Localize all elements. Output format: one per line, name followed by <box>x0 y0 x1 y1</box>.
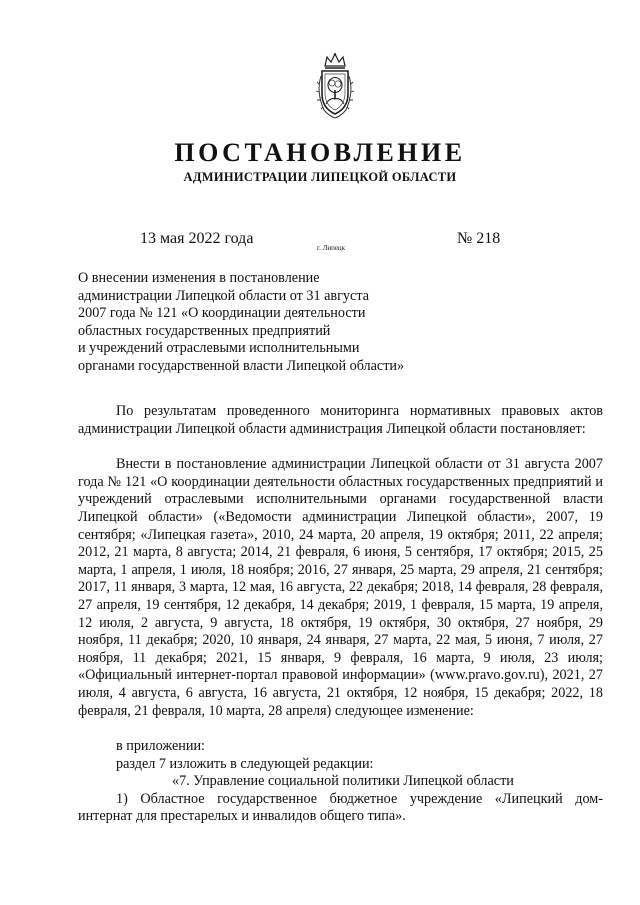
document-body <box>78 403 603 826</box>
heading-line: органами государственной власти Липецкой области» <box>78 357 405 374</box>
document-subtitle: АДМИНИСТРАЦИИ ЛИПЕЦКОЙ ОБЛАСТИ <box>183 170 457 184</box>
heading-line: областных государственных предприятий <box>78 322 331 339</box>
body-paragraph: раздел 7 изложить в следующей редакции: <box>116 755 374 772</box>
heading-line: администрации Липецкой области от 31 августа <box>78 287 369 304</box>
document-date: 13 мая 2022 года <box>140 230 254 247</box>
heading-line: 2007 года № 121 «О координации деятельности <box>78 305 366 322</box>
document-number: № 218 <box>457 230 501 247</box>
body-paragraph: По результатам проведенного мониторинга нормативных правовых актов администрации Липецкой области администрация Липецкой области постановляет: <box>78 403 603 437</box>
document-heading <box>78 270 404 376</box>
coat-of-arms-icon <box>314 52 356 122</box>
heading-line: О внесении изменения в постановление <box>78 270 320 286</box>
body-paragraph: 1) Областное государственное бюджетное учреждение «Липецкий дом-интернат для престарелых и инвалидов общего типа». <box>78 790 603 825</box>
document-city: г. Липецк <box>317 244 346 252</box>
body-paragraph: «7. Управление социальной политики Липецкой области <box>172 773 514 790</box>
body-paragraph: Внести в постановление администрации Липецкой области от 31 августа 2007 года № 121 «О координации деятельности областных государственных предприятий и учреждений отраслевыми исполнительными органами государственной власти Липецкой области» («Ведомости администрации Липецкой области», 2007, 19 сентября; «Липецкая газета», 2010, 24 марта, 20 апреля, 19 октября; 2011, 22 апреля; 2012, 21 марта, 8 августа; 2014, 21 февраля, 6 июня, 5 сентября, 17 октября; 2015, 25 марта, 1 апреля, 1 июля, 18 ноября; 2016, 27 января, 25 марта, 29 апреля, 21 сентября; 2017, 11 января, 3 марта, 12 мая, 16 августа, 22 декабря; 2018, 14 февраля, 28 февраля, 27 апреля, 19 сентября, 12 декабря, 14 декабря; 2019, 1 февраля, 15 марта, 19 апреля, 12 июля, 2 августа, 9 августа, 18 октября, 19 октября, 30 октября, 27 ноября, 29 ноября, 11 декабря; 2020, 10 января, 24 января, 27 марта, 22 мая, 5 июня, 7 июля, 27 ноября, 11 декабря; 2021, 15 января, 9 февраля, 16 марта, 9 июля, 23 июля; «Официальный интернет-портал правовой информации» (www.pravo.gov.ru), 2021, 27 июля, 4 августа, 6 августа, 16 августа, 21 октября, 12 ноября, 15 декабря; 2022, 18 февраля, 21 февраля, 10 марта, 28 апреля) следующее изменение: <box>78 456 603 719</box>
document-title: ПОСТАНОВЛЕНИЕ <box>174 138 466 167</box>
body-paragraph: в приложении: <box>116 738 205 755</box>
heading-line: и учреждений отраслевыми исполнительными <box>78 340 360 357</box>
